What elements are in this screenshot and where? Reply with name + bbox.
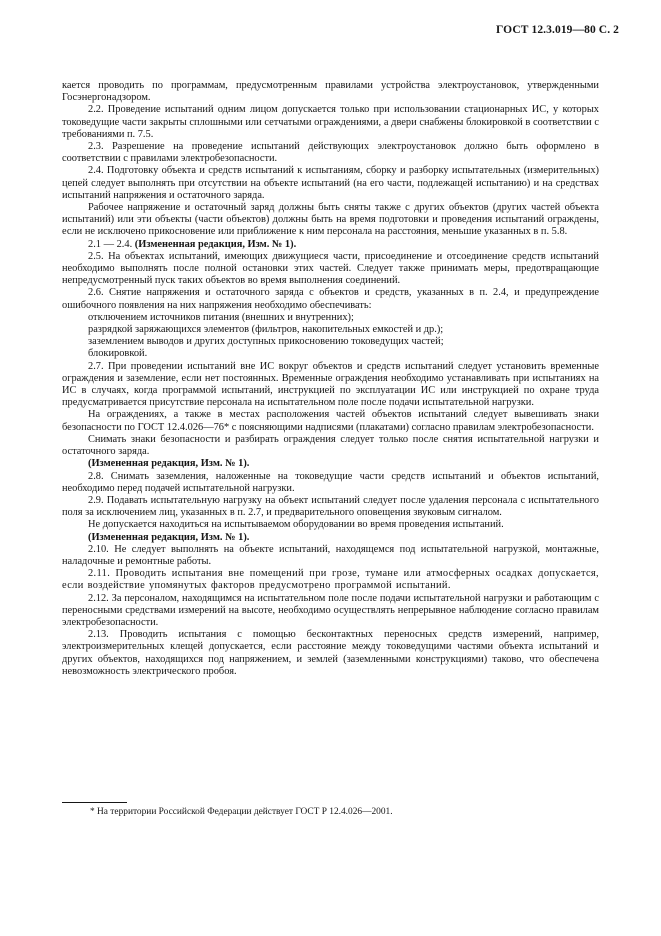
paragraph-2-7: 2.7. При проведении испытаний вне ИС вокруг объектов и средств испытаний следует установить временные ограждения и заземление, если нет постоянных. Временные ограждения необходимо устанавливать при испытаниях на ИС в случаях, когда программой испытаний, инструкцией по эксплуатации ИС или инструкцией по охране труда предусматривается присутствие персонала на испытательном поле после подачи испытательной нагрузки.	[62, 360, 599, 409]
paragraph-2-4-working-voltage: Рабочее напряжение и остаточный заряд должны быть сняты также с других объектов (других частей объекта испытаний) или эти объекты (части объектов) должны быть на время подготовки и проведения испытаний ограждены, если не исключено прикосновение или приближение к ним персонала на расстояния, меньшие указанных в п. 5.8.	[62, 202, 599, 238]
paragraph-2-6: 2.6. Снятие напряжения и остаточного заряда с объектов и средств, указанных в п. 2.4, и предупреждение ошибочного появления на них напряжения необходимо обеспечивать:	[62, 287, 599, 311]
paragraph-2-10: 2.10. Не следует выполнять на объекте испытаний, находящемся под испытательной нагрузкой, монтажные, наладочные и ремонтные работы.	[62, 543, 599, 567]
footnote-divider	[62, 802, 127, 803]
page-header: ГОСТ 12.3.019—80 С. 2	[496, 24, 619, 36]
paragraph-continuation: кается проводить по программам, предусмотренным правилами устройства электроустановок, утвержденными Госэнергонадзором.	[62, 80, 599, 104]
amendment-note-2-7: (Измененная редакция, Изм. № 1).	[88, 458, 250, 470]
paragraph-2-3: 2.3. Разрешение на проведение испытаний действующих электроустановок должно быть оформлено в соответствии с правилами электробезопасности.	[62, 141, 599, 165]
list-item-discharge: разрядкой заряжающихся элементов (фильтров, накопительных емкостей и др.);	[88, 324, 444, 336]
paragraph-2-4: 2.4. Подготовку объекта и средств испытаний к испытаниям, сборку и разборку испытательных (измерительных) цепей следует выполнять при отсутствии на объекте испытаний (на его части, подлежащей испытанию) и на средствах испытаний напряжения и остаточного заряда.	[62, 165, 599, 201]
paragraph-2-13: 2.13. Проводить испытания с помощью бесконтактных переносных средств измерений, например, электроизмерительных клещей допускается, если расстояние между токоведущими частями объекта испытаний и других объектов, находящихся под напряжением, и землей (заземленными конструкциями) таково, что обеспечена невозможность электрического пробоя.	[62, 629, 599, 677]
amendment-range: 2.1 — 2.4.	[88, 238, 133, 250]
paragraph-2-12: 2.12. За персоналом, находящимся на испытательном поле после подачи испытательной нагрузки и работающим с переносными средствами измерений на высоте, необходимо осуществлять непрерывное наблюдение согласно правилам электробезопасности.	[62, 592, 599, 628]
list-item-interlock: блокировкой.	[88, 348, 148, 360]
paragraph-2-7-signs: На ограждениях, а также в местах расположения частей объектов испытаний следует вывешивать знаки безопасности по ГОСТ 12.4.026—76* с поясняющими надписями (плакатами) согласно правилам электробезопасности.	[62, 409, 599, 433]
list-item-grounding: заземлением выводов и других доступных прикосновению токоведущих частей;	[88, 336, 444, 348]
footnote: * На территории Российской Федерации действует ГОСТ Р 12.4.026—2001.	[90, 807, 393, 817]
paragraph-2-9: 2.9. Подавать испытательную нагрузку на объект испытаний следует после удаления персонала с испытательного поля за исключением лиц, указанных в п. 2.7, и предварительного оповещения звуковым сигналом.	[62, 494, 599, 519]
amendment-label: (Измененная редакция, Изм. № 1).	[134, 238, 297, 250]
paragraph-2-9-no-presence: Не допускается находиться на испытываемом оборудовании во время проведения испытаний.	[88, 519, 504, 531]
paragraph-2-11: 2.11. Проводить испытания вне помещений при грозе, тумане или атмосферных осадках допускается, если воздействие упомянутых факторов предусмотрено программой испытаний.	[62, 568, 599, 592]
amendment-note-2-1-2-4	[62, 239, 599, 251]
paragraph-2-8: 2.8. Снимать заземления, наложенные на токоведущие части средств испытаний и объектов испытаний, необходимо перед подачей испытательной нагрузки.	[62, 470, 599, 494]
document-body	[62, 80, 599, 678]
paragraph-2-5: 2.5. На объектах испытаний, имеющих движущиеся части, присоединение и отсоединение средств испытаний необходимо выполнять после полной остановки этих частей. Следует также принимать меры, предотвращающие непредусмотренный пуск таких объектов во время выполнения соединений.	[62, 250, 599, 287]
paragraph-2-2: 2.2. Проведение испытаний одним лицом допускается только при использовании стационарных ИС, у которых токоведущие части закрыты сплошными или сетчатыми ограждениями, а двери снабжены блокировкой в соответствии с требованиями п. 7.5.	[62, 104, 599, 140]
paragraph-2-7-remove-signs: Снимать знаки безопасности и разбирать ограждения следует только после снятия испытательной нагрузки и остаточного заряда.	[62, 433, 599, 458]
amendment-note-2-9: (Измененная редакция, Изм. № 1).	[88, 531, 250, 543]
list-item-disconnect: отключением источников питания (внешних и внутренних);	[88, 311, 354, 323]
